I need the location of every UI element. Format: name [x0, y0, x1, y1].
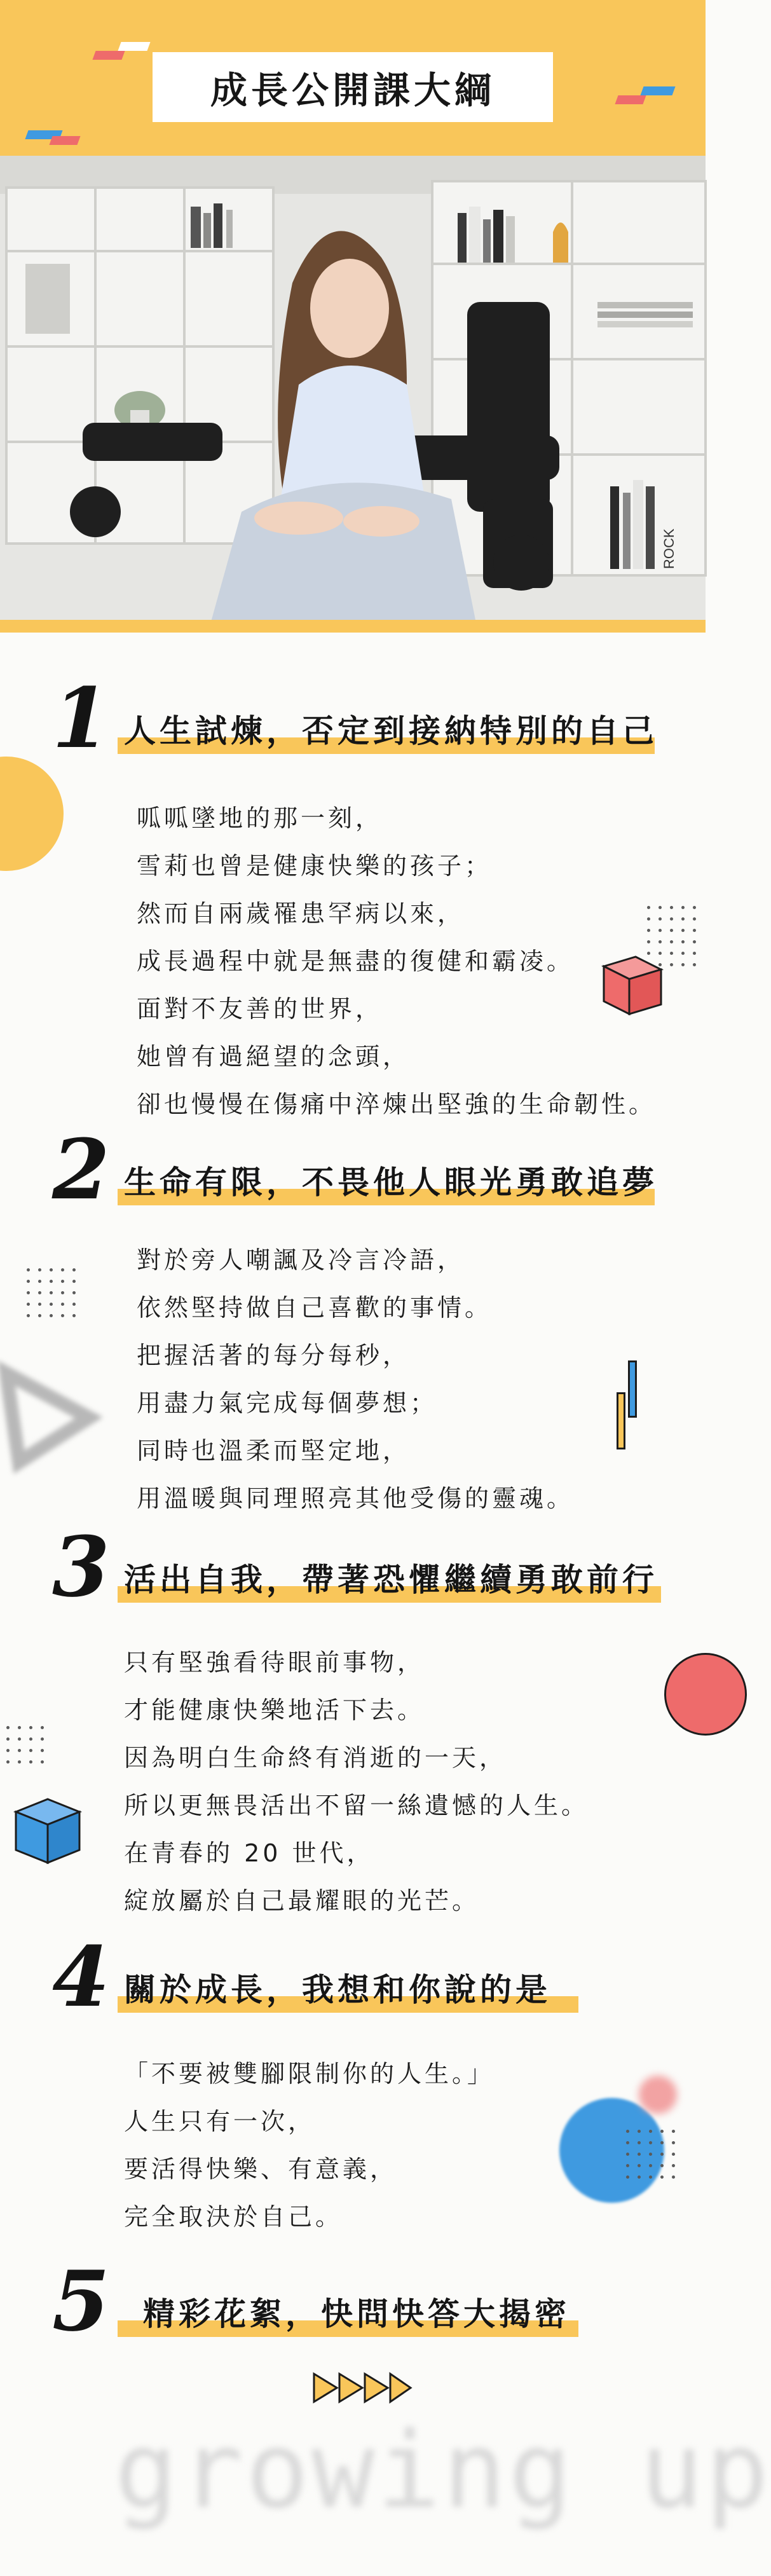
body-line: 對於旁人嘲諷及冷言冷語，: [137, 1246, 465, 1274]
body-line: 完全取決於自己。: [124, 2203, 343, 2231]
section-body: [124, 1639, 589, 1925]
section-number: 1: [52, 669, 110, 767]
body-line: 只有堅強看待眼前事物，: [124, 1648, 425, 1676]
decor-circle-red: [664, 1653, 747, 1736]
decor-bar-yellow: [617, 1392, 625, 1449]
body-line: 同時也溫柔而堅定地，: [137, 1437, 411, 1465]
body-line: 綻放屬於自己最耀眼的光芒。: [124, 1887, 480, 1915]
section-heading: 活出自我，帶著恐懼繼續勇敢前行: [124, 1561, 658, 1598]
body-line: 在青春的 20 世代，: [124, 1839, 374, 1867]
section-number: 5: [52, 2252, 110, 2350]
section-number: 4: [52, 1928, 110, 2025]
decor-dot-grid: [6, 1726, 44, 1764]
book-spine-text: ROCK: [661, 528, 677, 569]
decor-stripe: [640, 86, 675, 95]
decor-stripe: [49, 136, 80, 145]
body-line: 才能健康快樂地活下去。: [124, 1696, 425, 1724]
body-line: 所以更無畏活出不留一絲遺憾的人生。: [124, 1792, 589, 1819]
body-line: 因為明白生命終有消逝的一天，: [124, 1744, 507, 1772]
body-line: 依然堅持做自己喜歡的事情。: [137, 1294, 493, 1322]
decor-cube-blue-icon: [6, 1786, 95, 1875]
decor-circle-red-blur: [639, 2076, 677, 2114]
section-body: [137, 795, 656, 1128]
photo-bottom-bar: [0, 620, 706, 633]
section-body: [124, 2050, 495, 2241]
body-line: 用盡力氣完成每個夢想；: [137, 1389, 438, 1417]
decor-dot-grid: [626, 2130, 675, 2179]
triple-chevron-right-icon: [311, 2370, 413, 2406]
body-line: 把握活著的每分每秒，: [137, 1341, 411, 1369]
section-number: 2: [52, 1121, 110, 1218]
hero-photo: [0, 156, 706, 626]
footer-watermark: growing up: [114, 2409, 771, 2531]
body-line: 她曾有過絕望的念頭，: [137, 1043, 411, 1071]
body-line: 面對不友善的世界，: [137, 995, 383, 1023]
body-line: 卻也慢慢在傷痛中淬煉出堅強的生命韌性。: [137, 1090, 657, 1118]
body-line: 用溫暖與同理照亮其他受傷的靈魂。: [137, 1484, 575, 1512]
section-heading: 關於成長，我想和你說的是: [124, 1971, 551, 2008]
decor-stripe: [615, 95, 646, 104]
body-line: 呱呱墜地的那一刻，: [137, 804, 383, 832]
decor-dot-grid: [27, 1268, 76, 1317]
section-heading: 生命有限，不畏他人眼光勇敢追夢: [124, 1164, 658, 1201]
section-number: 3: [52, 1518, 110, 1615]
decor-stripe: [92, 51, 125, 60]
section-heading: 精彩花絮，快問快答大揭密: [143, 2296, 570, 2333]
decor-circle-yellow: [0, 757, 64, 871]
decor-stripe: [118, 42, 150, 51]
page-title: 成長公開課大綱: [210, 69, 495, 112]
section-heading: 人生試煉，否定到接納特別的自己: [124, 713, 658, 750]
decor-triangle-outline-icon: [0, 1348, 102, 1475]
body-line: 然而自兩歲罹患罕病以來，: [137, 900, 465, 928]
body-line: 成長過程中就是無盡的復健和霸凌。: [137, 947, 575, 975]
body-line: 要活得快樂、有意義，: [124, 2155, 398, 2183]
body-line: 雪莉也曾是健康快樂的孩子；: [137, 852, 493, 880]
body-line: 人生只有一次，: [124, 2107, 316, 2135]
bookshelf-left: [6, 188, 273, 544]
decor-bar-blue: [628, 1360, 637, 1418]
photo-illustration: [0, 156, 706, 626]
section-body: [137, 1237, 574, 1523]
body-line: 「不要被雙腳限制你的人生。」: [124, 2060, 495, 2088]
decor-cube-red-icon: [591, 944, 674, 1027]
